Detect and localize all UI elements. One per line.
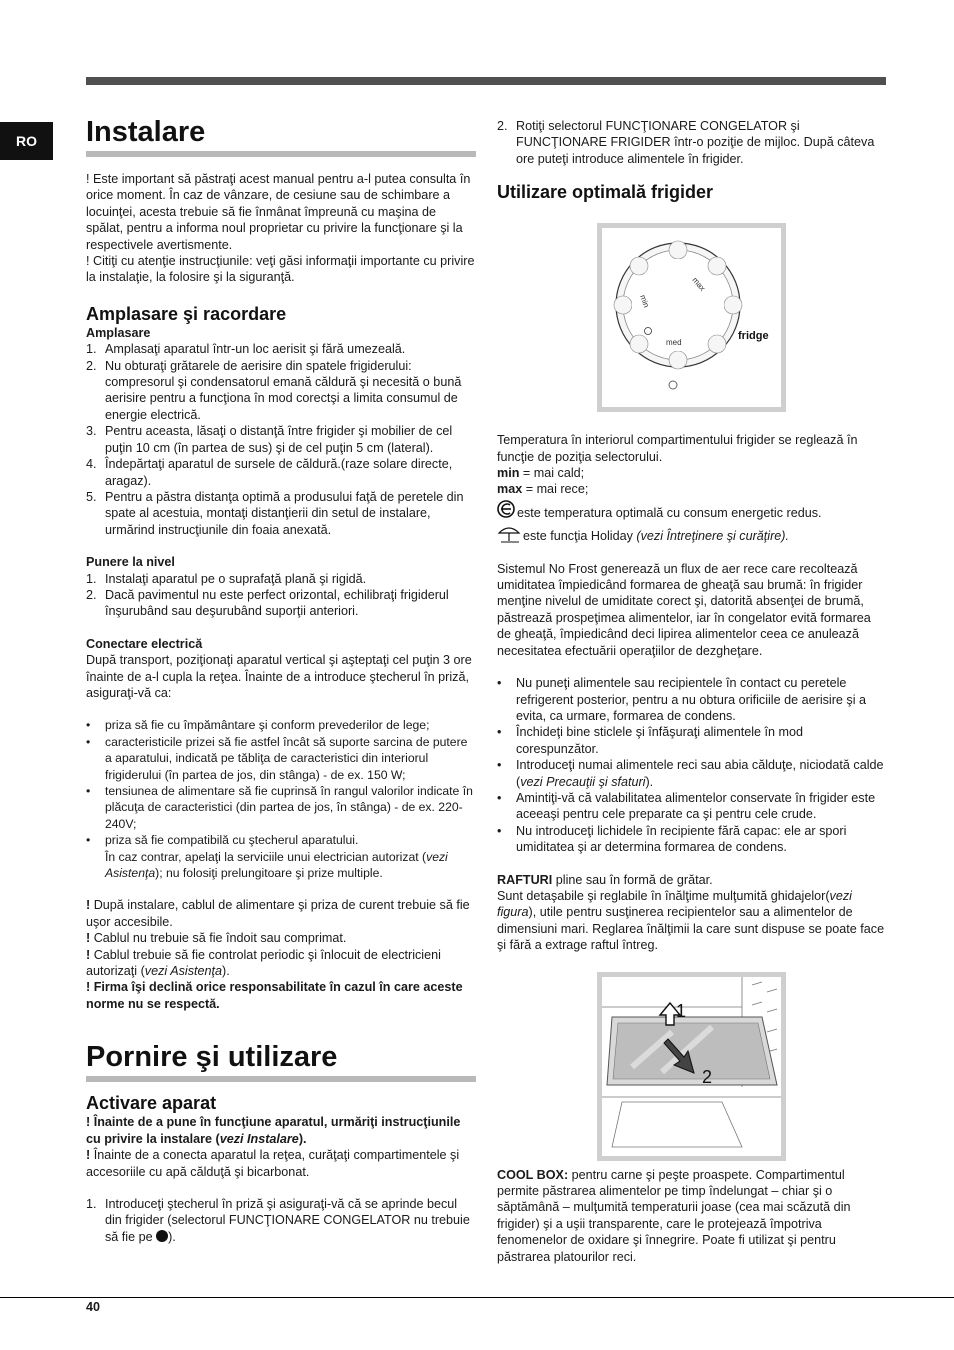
language-tab: RO (0, 122, 53, 160)
footer-rule (0, 1297, 954, 1298)
sub-punere-nivel: Punere la nivel (86, 555, 175, 570)
warning-2: ! Cablul nu trebuie să fie îndoit sau comprimat. (86, 931, 347, 946)
list-item: 1. Introduceţi ştecherul în priză şi asiguraţi-vă că se aprinde becul din frigider (selectorul FUNCŢIONARE CONGELATOR nu trebuie să fie pe ). (86, 1196, 470, 1244)
temp-text: Temperatura în interiorul compartimentului frigider se reglează în funcţie de poziţia selectorului. (497, 433, 858, 464)
activare-steps-cont (497, 118, 887, 167)
intro-paragraph-2: ! Citiţi cu atenţie instrucţiunile: veţi găsi informaţii importante cu privire la instalaţie, la folosire şi la siguranţă. (86, 254, 475, 285)
list-item: • priza să fie cu împământare şi conform prevederilor de lege; (86, 718, 430, 733)
eco-icon (497, 500, 517, 518)
rafturi-paragraph: RAFTURI pline sau în formă de grătar. Sunt detaşabile şi reglabile în înălţime mulţumită ghidajelor(vezi figura), utile pentru susţinerea recipientelor sau a alimentelor de dimensiuni mari. Reglarea înălţimii la care sunt dispuse se poate face şi fără a extrage raftul întreg. (497, 872, 885, 953)
dot-icon (156, 1230, 168, 1242)
coolbox-paragraph: COOL BOX: pentru carne şi peşte proaspete. Compartimentul permite păstrarea alimentelor pe timp îndelungat – chiar şi o săptămână – mulţumită temperaturii joase (cea mai scăzută din frigider) şi a uşii transparente, care le protejează împotriva fenomenelor de oxidare şi înnegrire. Poate fi utilizat şi pentru păstrarea platourilor reci. (497, 1167, 851, 1264)
left-column (86, 113, 476, 1245)
dial-med-label: med (666, 338, 682, 348)
top-rule (86, 77, 886, 85)
warning-1: ! După instalare, cablul de alimentare şi priza de curent trebuie să fie uşor accesibile. (86, 898, 470, 929)
heading-utilizare-optimala: Utilizare optimală frigider (497, 182, 714, 203)
activare-text: ! Înainte de a conecta aparatul la reţea, curăţaţi compartimentele şi accesoriile cu apă călduţă şi bicarbonat. (86, 1148, 460, 1179)
warning-4: ! Firma îşi declină orice responsabilitate în cazul în care aceste norme nu se respectă. (86, 980, 463, 1011)
step-1-label: 1 (676, 1000, 687, 1021)
nofrost-paragraph: Sistemul No Frost generează un flux de aer rece care recoltează umiditatea împiedicând formarea de gheaţă sau brumă: în frigider menţine nivelul de umiditate corect şi, datorită absenţei de brumă, păstrează prospeţimea alimentelor, iar în congelator evită formarea de gheaţă, împiedicând deci lipirea alimentelor ceea ce anulează necesitatea efectuării operaţiilor de dezgheţare. (497, 561, 871, 658)
electric-list (86, 717, 476, 881)
shelf-figure (597, 972, 786, 1161)
warning-3: ! Cablul trebuie să fie controlat periodic şi înlocuit de electricieni autorizaţi (vezi Asistenţa). (86, 947, 441, 979)
heading-activare-aparat: Activare aparat (86, 1093, 217, 1114)
list-item: 5. Pentru a păstra distanţa optimă a produsului faţă de peretele din spate al acestuia, montaţi distanţierii din setul de instalare, urmărind instrucţiunile din foaia anexată. (86, 489, 464, 537)
step-2-label: 2 (702, 1066, 713, 1087)
sub-amplasare: Amplasare (86, 325, 151, 340)
sub-conectare-electrica: Conectare electrică (86, 636, 203, 651)
nivel-list (86, 571, 476, 620)
list-item: 3. Pentru aceasta, lăsaţi o distanţă între frigider şi mobilier de cel puţin 10 cm (în partea de sus) şi de cel puţin 5 cm (lateral). (86, 424, 453, 455)
list-item: 2. Rotiţi selectorul FUNCŢIONARE CONGELATOR şi FUNCŢIONARE FRIGIDER într-o poziţie de mijloc. După câteva ore puteţi introduce alimentele în frigider. (497, 119, 875, 166)
list-item: • Introduceţi numai alimentele reci sau abia călduţe, niciodată calde (vezi Precauţii şi sfaturi). (497, 758, 884, 789)
shelf-svg (602, 977, 781, 1156)
list-item: • Nu introduceţi lichidele în recipiente fără capac: ele ar spori umiditatea şi ar determina formarea de condens. (497, 823, 847, 855)
list-item: 2. Nu obturaţi grătarele de aerisire din spatele frigiderului: compresorul şi condensatorul emană căldură şi necesită o bună aerisire pentru a funcţiona în mod corectşi a limita consumul de energie electrică. (86, 358, 462, 422)
intro-paragraph-1: ! Este important să păstraţi acest manual pentru a-l putea consulta în orice moment. În caz de vânzare, de cesiune sau de schimbare a locuinţei, acesta trebuie să fie înmânat împreună cu maşina de spălat, pentru a informa noul proprietar cu privire la funcţionare şi la respectivele avertismente. (86, 172, 471, 252)
eco-line: este temperatura optimală cu consum energetic redus. (497, 500, 887, 521)
min-line: min = mai cald; (497, 466, 585, 481)
list-item: • priza să fie compatibilă cu ştecherul aparatului. În caz contrar, apelaţi la serviciile unui electrician autorizat (vezi Asistenţa); nu folosiţi prelungitoare şi prize multiple. (86, 833, 448, 881)
list-item: 2. Dacă pavimentul nu este perfect orizontal, echilibraţi frigiderul înşurubând sau deşurubând suporţii anteriori. (86, 587, 449, 619)
dial-min-label: min (638, 293, 651, 310)
section-title-pornire: Pornire şi utilizare (86, 1038, 476, 1082)
list-item: 1. Amplasaţi aparatul într-un loc aerisit şi fără umezeală. (86, 342, 406, 357)
list-item: • tensiunea de alimentare să fie cuprinsă în rangul valorilor indicate în plăcuţa de caracteristici (din partea de jos, în stânga) - de ex. 220-240V; (86, 784, 473, 831)
dial-svg (602, 228, 781, 407)
amplasare-list (86, 341, 476, 538)
tips-list (497, 675, 887, 855)
list-item: • caracteristicile prizei să fie astfel încât să suporte sarcina de putere a aparatului, indicată pe tăbliţa de caracteristici din interiorul frigiderului (în partea de jos, din stânga) - de ex. 150 W; (86, 734, 468, 782)
right-column (497, 118, 887, 1265)
list-item: • Nu puneţi alimentele sau recipientele în contact cu peretele refrigerent posterior, pentru a nu obtura orificiile de aerisire şi a evita, ca urmare, formarea de condens. (497, 676, 867, 723)
activare-warning: ! Înainte de a pune în funcţiune aparatul, urmăriţi instrucţiunile cu privire la instalare (vezi Instalare). (86, 1115, 461, 1146)
dial-fridge-label: fridge (738, 330, 769, 343)
list-item: • Închideţi bine sticlele şi înfăşuraţi alimentele în mod corespunzător. (497, 725, 804, 756)
thermostat-dial-figure (597, 223, 786, 412)
activare-steps (86, 1196, 476, 1245)
list-item: 1. Instalaţi aparatul pe o suprafaţă plană şi rigidă. (86, 571, 367, 586)
holiday-umbrella-icon (497, 525, 523, 543)
dial-max-label: max (690, 275, 708, 294)
section-title-instalare: Instalare (86, 113, 476, 157)
list-item: • Amintiţi-vă că valabilitatea alimentelor conservate în frigider este aceeaşi pentru cele preparate ca şi pentru cele crude. (497, 790, 876, 822)
holiday-line: este funcţia Holiday (vezi Întreţinere şi curăţire). (497, 525, 887, 544)
max-line: max = mai rece; (497, 482, 589, 497)
heading-amplasare-racordare: Amplasare şi racordare (86, 303, 287, 324)
indicator-light-icon (669, 381, 677, 389)
page-number: 40 (86, 1300, 101, 1314)
list-item: 4. Îndepărtaţi aparatul de sursele de căldură.(raze solare directe, aragaz). (86, 457, 453, 488)
electric-intro: După transport, poziţionaţi aparatul vertical şi aşteptaţi cel puţin 3 ore înainte de a-l cupla la reţea. Înainte de a introduce ştecherul în priză, asiguraţi-vă ca: (86, 653, 472, 700)
